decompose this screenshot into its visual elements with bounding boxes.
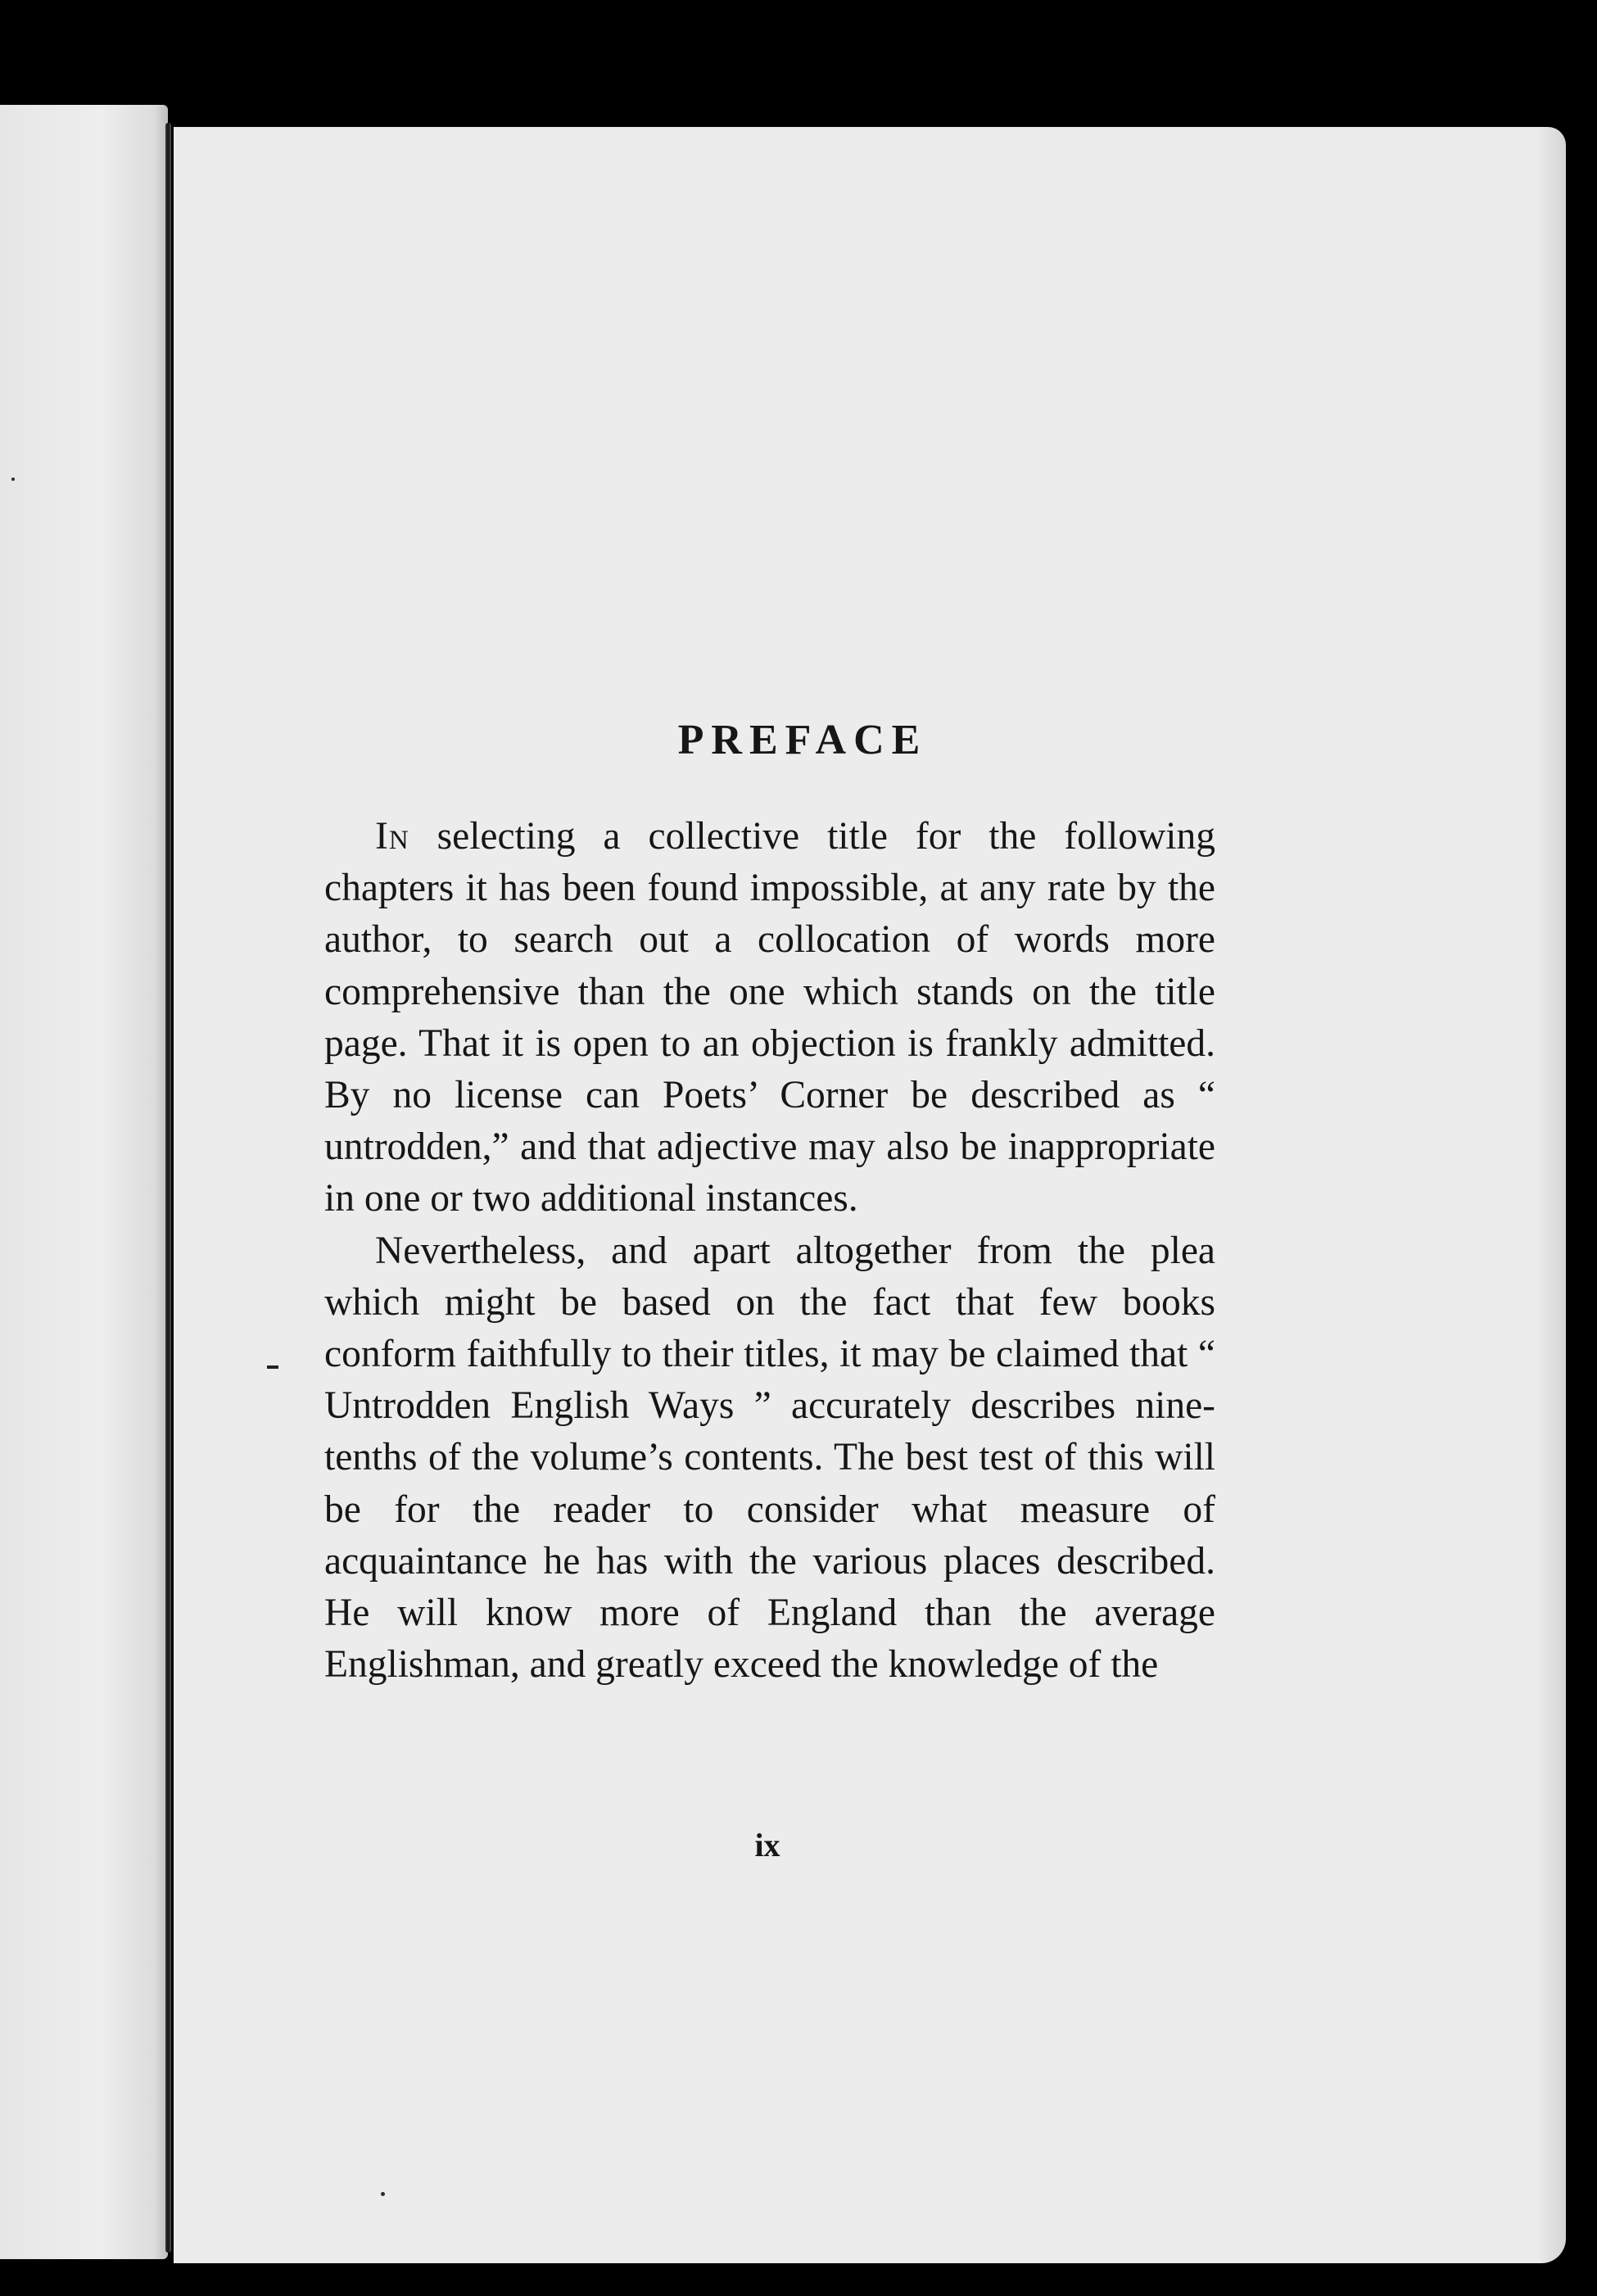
paragraph-2-text: Nevertheless, and apart altogether from the plea which might be based on the fact that few books conform faithfully to their titles, it may be claimed that “ Untrodden English Ways ” accurately describes nine-tenths of the volume’s contents. The best test of this will be for the reader to consider what measure of acquaintance he has with the various places described. He will know more of England than the average Englishman, and greatly exceed the knowledge of the <box>324 1229 1215 1687</box>
small-caps-lead: In <box>375 815 409 858</box>
page-number: ix <box>754 1827 780 1864</box>
preface-body <box>324 811 1215 1691</box>
scan-speck <box>381 2192 385 2196</box>
margin-mark <box>267 1365 278 1369</box>
book-gutter <box>165 123 171 2253</box>
paragraph-1-text: selecting a collective title for the following chapters it has been found impossible, at any rate by the author, to search out a collocation of words more comprehensive than the one which stands on the title page. That it is open to an objection is frankly admitted. By no license can Poets’ Corner be described as “ untrodden,” and that adjective may also be inappropriate in one or two additional instances. <box>324 815 1215 1220</box>
scan-speck <box>11 478 15 481</box>
page-title: PREFACE <box>677 717 928 763</box>
paragraph-2 <box>324 1225 1215 1691</box>
paragraph-1 <box>324 811 1215 1225</box>
facing-page-edge <box>0 105 168 2259</box>
